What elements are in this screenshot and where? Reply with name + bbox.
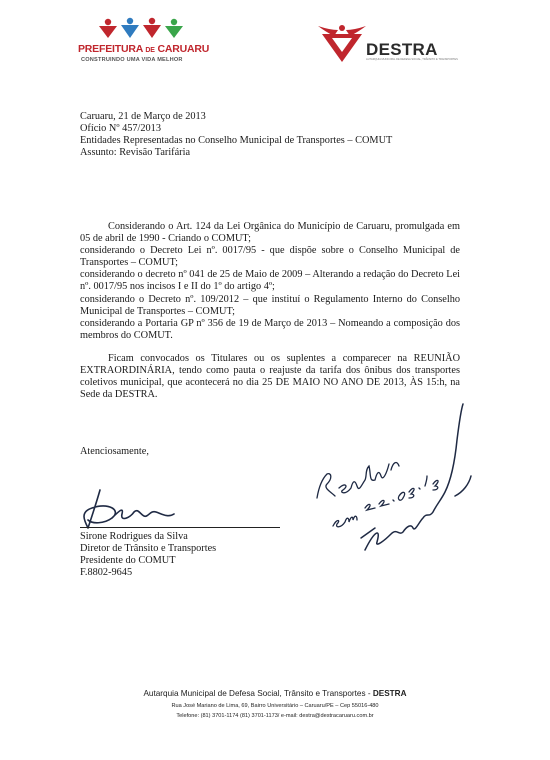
footer-address: Rua José Mariano de Lima, 69, Bairro Universitário – Caruaru/PE – Cep 55016-480 <box>171 703 379 709</box>
signature-line <box>80 527 280 528</box>
footer-contacts: Telefone: (81) 3701-1174 (81) 3701-1173/ e-mail: destra@destracaruaru.com.br <box>176 713 374 719</box>
signer-name: Sirone Rodrigues da Silva <box>80 531 188 542</box>
consideration-5: considerando a Portaria GP nº 356 de 19 de Março de 2013 – Nomeando a composição dos membros do COMUT. <box>80 317 460 341</box>
recipients-line: Entidades Representadas no Conselho Municipal de Transportes – COMUT <box>80 135 393 147</box>
signer-block <box>80 531 216 579</box>
convocation-text: Ficam convocados os Titulares ou os suplentes a comparecer na REUNIÃO EXTRAORDINÁRIA, tendo como pauta o reajuste da tarifa dos ônibus dos transportes coletivos municipal, que acontecerá no dia 25 DE MAIO NO ANO DE 2013, ÀS 15:h, na Sede da DESTRA. <box>80 353 460 401</box>
consideration-2: considerando o Decreto Lei nº. 0017/95 - que dispõe sobre o Conselho Municipal de Transportes – COMUT; <box>80 245 460 269</box>
consideration-1: Considerando o Art. 124 da Lei Orgânica do Município de Caruaru, promulgada em 05 de abril de 1990 - Criando o COMUT; <box>80 221 460 245</box>
destra-logo <box>316 22 458 72</box>
convocation-paragraph <box>80 353 460 401</box>
considerations-paragraph <box>80 221 460 342</box>
signer-phone: F.8802-9645 <box>80 567 133 579</box>
signer-role-2: Presidente do COMUT <box>80 555 176 567</box>
date-line: Caruaru, 21 de Março de 2013 <box>80 111 206 122</box>
footer-organization: Autarquia Municipal de Defesa Social, Trânsito e Transportes - DESTRA <box>143 689 407 698</box>
received-handwriting-icon <box>305 400 475 555</box>
prefeitura-figures-icon <box>98 16 188 42</box>
prefeitura-name: PREFEITURA DE CARUARU <box>78 43 210 55</box>
destra-subtitle: AUTARQUIA MUNICIPAL DE DEFESA SOCIAL, TRÂNSITO E TRANSPORTES <box>366 58 458 61</box>
signer-signature-icon <box>78 484 188 532</box>
closing-line: Atenciosamente, <box>80 446 149 457</box>
destra-name: DESTRA <box>366 40 438 59</box>
subject-line: Assunto: Revisão Tarifária <box>80 147 191 159</box>
consideration-3: considerando o decreto nº 041 de 25 de Maio de 2009 – Alterando a redação do Decreto Lei nº. 0017/95 nos incisos I e II do 1º do artigo 4º; <box>80 269 460 293</box>
destra-emblem-icon <box>316 22 368 64</box>
prefeitura-tagline: CONSTRUINDO UMA VIDA MELHOR <box>81 57 183 63</box>
letter-header <box>80 111 392 159</box>
prefeitura-logo <box>78 16 208 76</box>
consideration-4: considerando o Decreto nº. 109/2012 – que instituí o Regulamento Interno do Conselho Municipal de Transportes – COMUT; <box>80 293 460 317</box>
office-number-line: Ofício Nº 457/2013 <box>80 123 161 135</box>
signer-role: Diretor de Trânsito e Transportes <box>80 543 217 555</box>
